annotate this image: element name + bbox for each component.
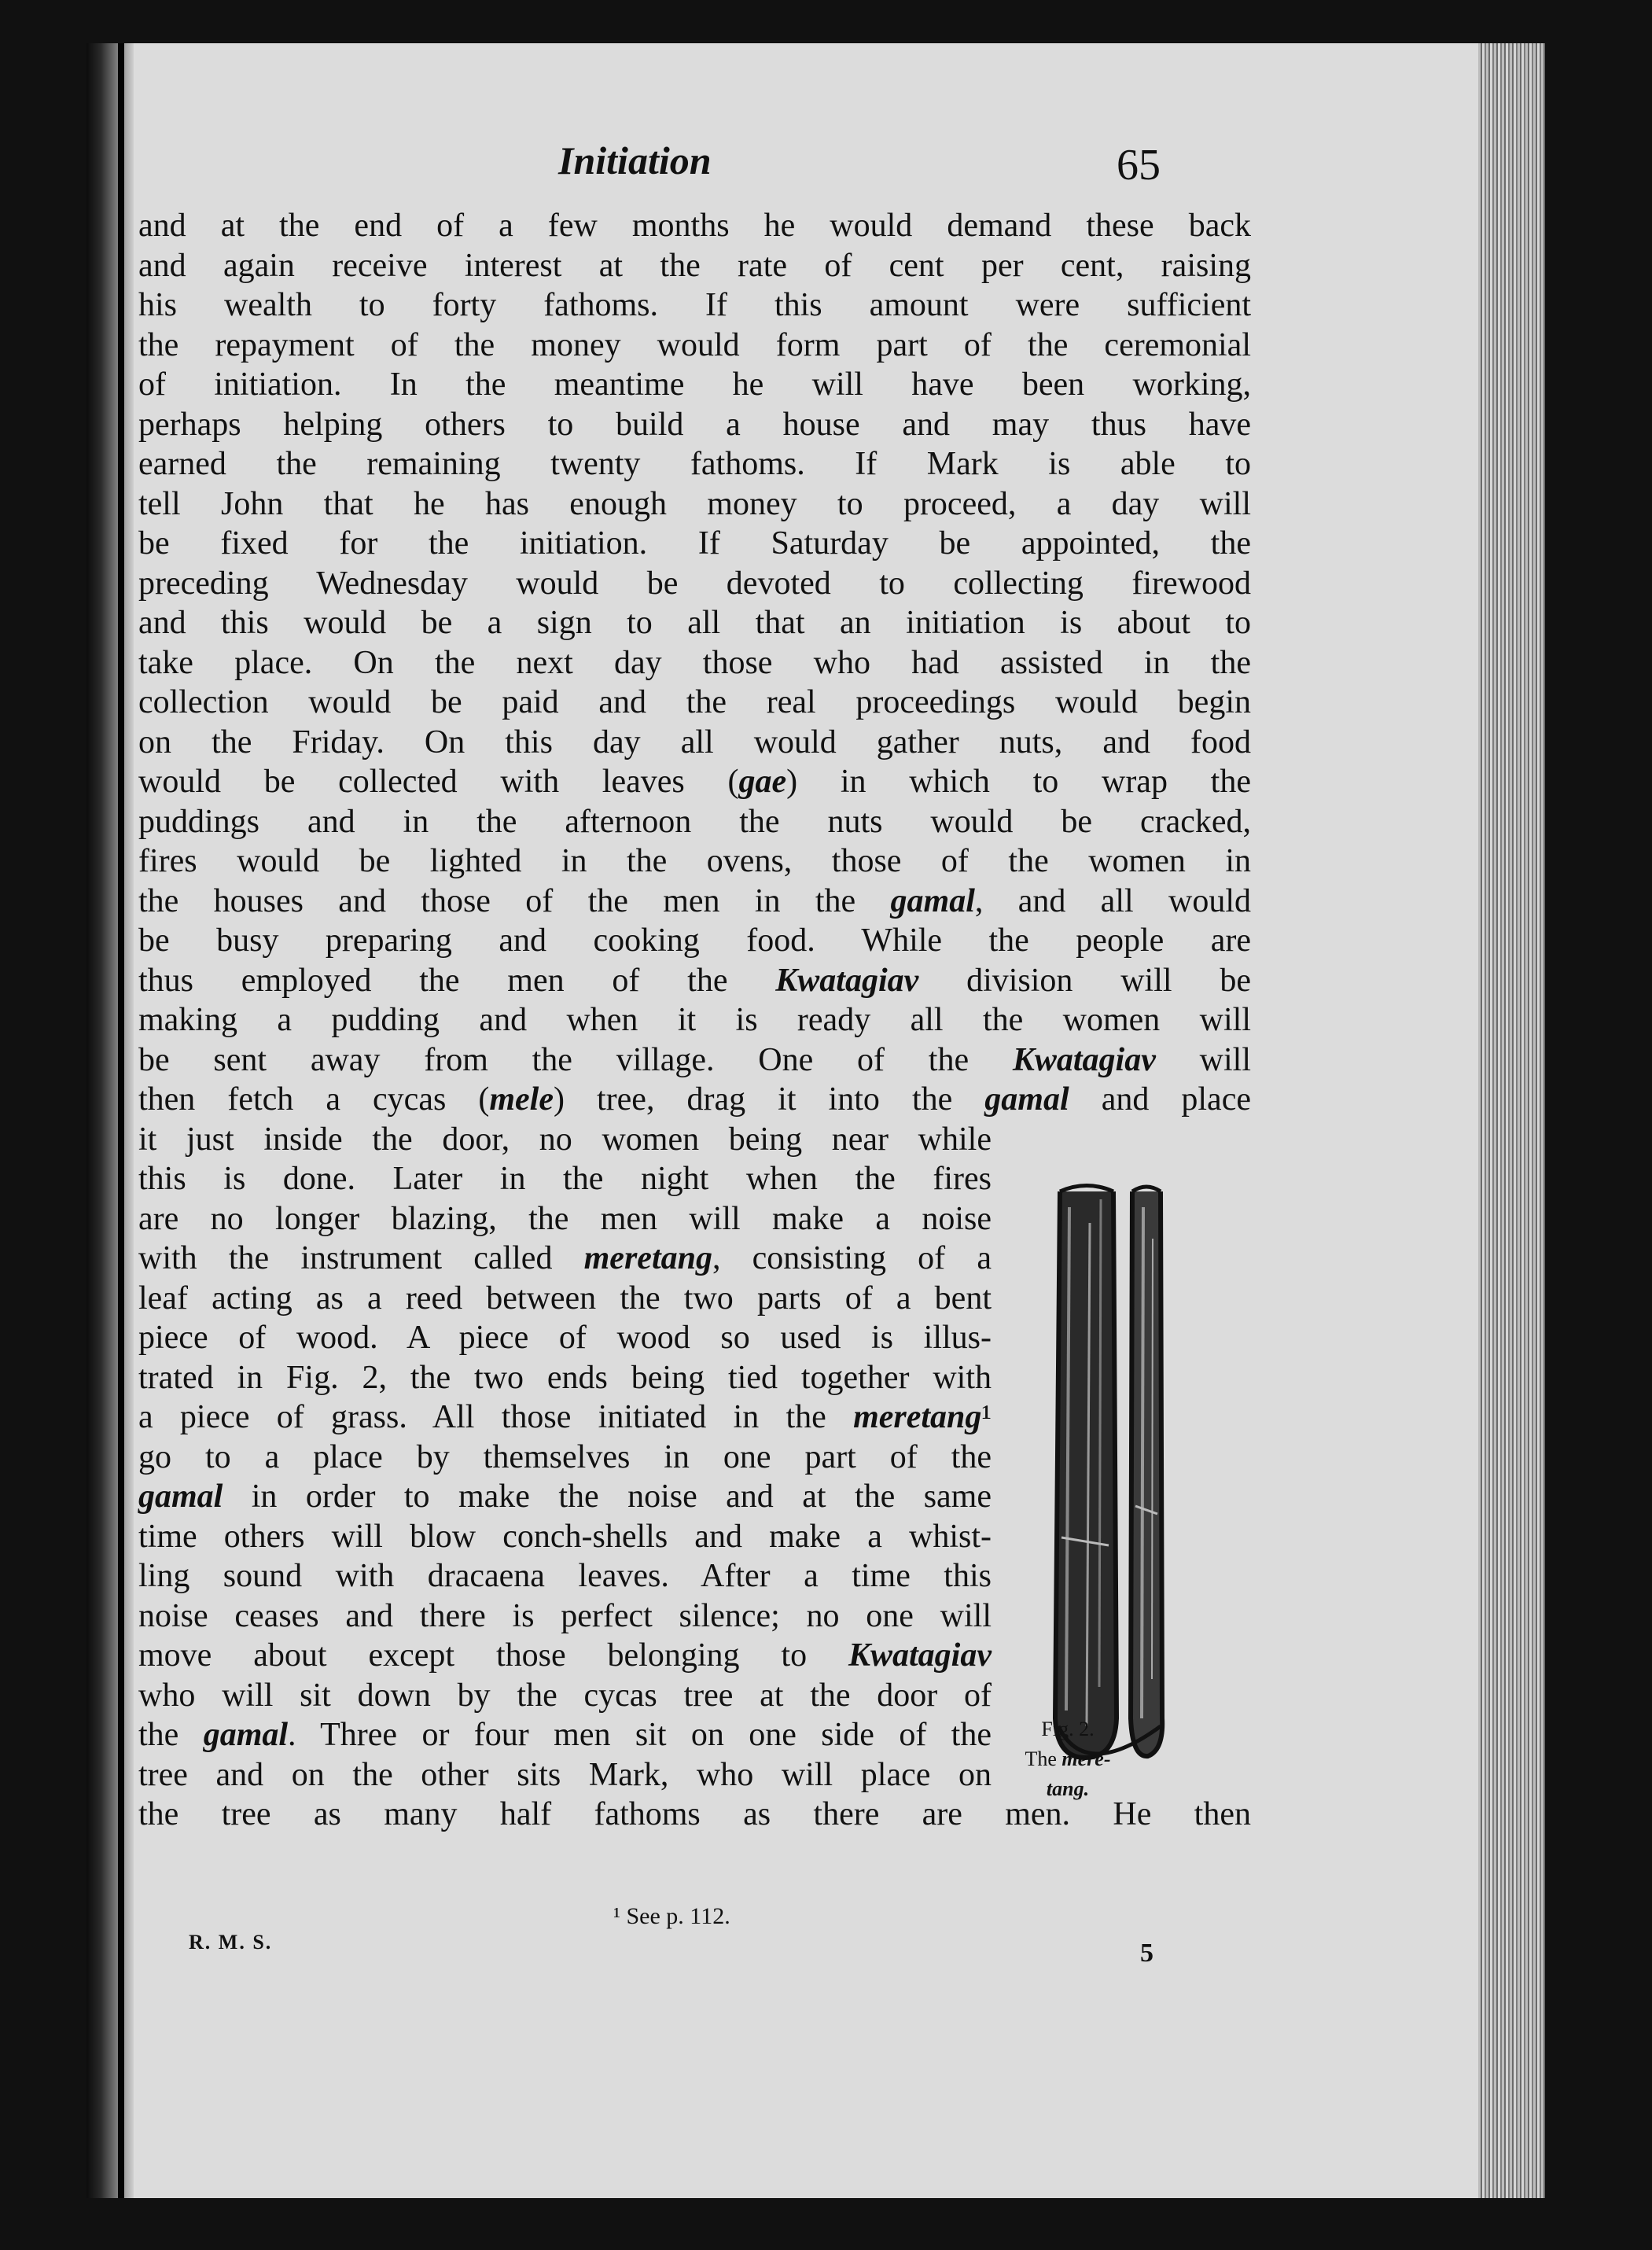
figure-caption [1005, 1714, 1131, 1804]
text-line: and this would be a sign to all that an initiation is about to [138, 605, 1251, 641]
text-line: be sent away from the village. One of the Kwatagiav will [138, 1041, 1251, 1078]
text-line: preceding Wednesday would be devoted to collecting firewood [138, 565, 1251, 602]
text-line: collection would be paid and the real proceedings would begin [138, 684, 1251, 720]
italic-term: Kwatagiav [1012, 1041, 1156, 1078]
text-line: piece of wood. A piece of wood so used is illus- [138, 1320, 992, 1356]
figure-caption-term-2: tang. [1046, 1777, 1090, 1800]
text-line: and again receive interest at the rate of cent per cent, raising [138, 247, 1251, 284]
text-line: noise ceases and there is perfect silence; no one will [138, 1597, 992, 1634]
italic-term: gamal [890, 882, 975, 919]
meretang-right-arm [1131, 1191, 1162, 1756]
text-line: thus employed the men of the Kwatagiav division will be [138, 962, 1251, 999]
figure-caption-pre: The [1025, 1747, 1057, 1770]
figure-caption-term-1: mere- [1061, 1747, 1111, 1770]
meretang-figure [1014, 1176, 1242, 1789]
text-line: with the instrument called meretang, consisting of a [138, 1240, 992, 1276]
text-line: the tree as many half fathoms as there are men. He then [138, 1796, 1251, 1832]
italic-term: meretang [583, 1240, 712, 1276]
text-line: be busy preparing and cooking food. While the people are [138, 922, 1251, 959]
text-line: are no longer blazing, the men will make a noise [138, 1200, 992, 1237]
text-line: the gamal. Three or four men sit on one side of the [138, 1717, 992, 1753]
text-line: fires would be lighted in the ovens, those of the women in [138, 843, 1251, 879]
italic-term: gamal [984, 1081, 1069, 1118]
text-line: his wealth to forty fathoms. If this amount were sufficient [138, 287, 1251, 323]
binding-gutter [86, 43, 134, 2198]
text-line: the houses and those of the men in the gamal, and all would [138, 882, 1251, 919]
figure-label: Fig. 2. [1041, 1718, 1095, 1740]
text-line: take place. On the next day those who had assisted in the [138, 644, 1251, 681]
text-line: making a pudding and when it is ready all the women will [138, 1002, 1251, 1038]
text-line: then fetch a cycas (mele) tree, drag it into the gamal and place [138, 1081, 1251, 1118]
footnote: ¹ See p. 112. [613, 1903, 730, 1929]
text-line: tree and on the other sits Mark, who will place on [138, 1756, 992, 1793]
italic-term: gamal [138, 1479, 223, 1515]
italic-term: Kwatagiav [775, 962, 919, 999]
text-line: gamal in order to make the noise and at the same [138, 1479, 992, 1515]
italic-term: gamal [203, 1717, 289, 1753]
text-line: be fixed for the initiation. If Saturday be appointed, the [138, 525, 1251, 562]
binding-shadow [118, 43, 124, 2198]
text-line: perhaps helping others to build a house and may thus have [138, 406, 1251, 443]
signature-mark: R. M. S. [189, 1931, 273, 1954]
italic-term: meretang [853, 1399, 982, 1435]
text-line: trated in Fig. 2, the two ends being tied together with [138, 1359, 992, 1396]
running-head: Initiation [558, 138, 712, 182]
italic-term: Kwatagiav [848, 1637, 992, 1674]
text-line: on the Friday. On this day all would gather nuts, and food [138, 724, 1251, 760]
text-line: earned the remaining twenty fathoms. If Mark is able to [138, 446, 1251, 482]
text-line: who will sit down by the cycas tree at the door of [138, 1677, 992, 1714]
text-line: would be collected with leaves (gae) in which to wrap the [138, 764, 1251, 800]
text-line: the repayment of the money would form part of the ceremonial [138, 326, 1251, 363]
page-number: 65 [1117, 141, 1161, 190]
italic-term: mele [489, 1081, 554, 1118]
sheet-number: 5 [1140, 1939, 1153, 1968]
text-line: tell John that he has enough money to proceed, a day will [138, 485, 1251, 522]
text-line: it just inside the door, no women being near while [138, 1121, 992, 1158]
text-line: puddings and in the afternoon the nuts would be cracked, [138, 803, 1251, 840]
italic-term: gae [738, 764, 787, 800]
text-line: move about except those belonging to Kwatagiav [138, 1637, 992, 1674]
text-line: a piece of grass. All those initiated in the meretang¹ [138, 1399, 992, 1435]
text-line: ling sound with dracaena leaves. After a time this [138, 1558, 992, 1594]
text-line: this is done. Later in the night when the fires [138, 1161, 992, 1197]
text-line: and at the end of a few months he would demand these back [138, 208, 1251, 244]
text-line: go to a place by themselves in one part of the [138, 1438, 992, 1475]
page-edge-stack [1478, 43, 1545, 2198]
text-line: time others will blow conch-shells and make a whist- [138, 1518, 992, 1555]
text-line: leaf acting as a reed between the two parts of a bent [138, 1280, 992, 1316]
text-line: of initiation. In the meantime he will have been working, [138, 366, 1251, 403]
